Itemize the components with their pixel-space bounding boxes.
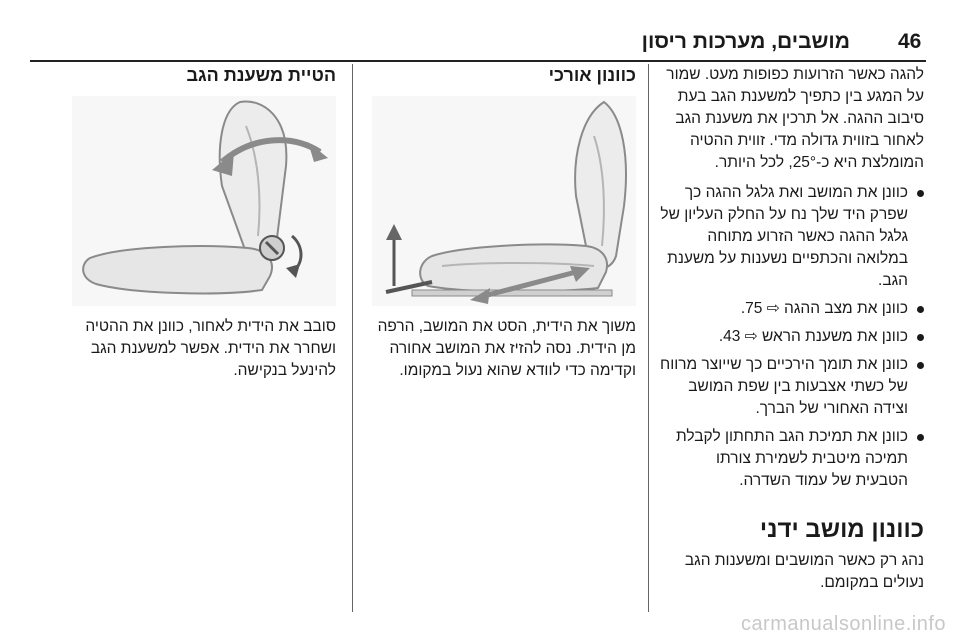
page-number: 46 xyxy=(898,30,922,53)
steering-ref-link[interactable]: כוונן את מצב ההגה ⇨ 75. xyxy=(740,300,908,317)
column-divider-right xyxy=(648,64,649,612)
recline-adjust-figure xyxy=(72,96,336,306)
list-item: כוונן את תמיכת הגב התחתון לקבלת תמיכה מיטבית לשמירת צורתו הטבעית של עמוד השדרה. xyxy=(660,426,924,492)
left-column xyxy=(72,64,336,382)
list-item xyxy=(660,326,924,348)
section-title: כוונון מושב ידני xyxy=(759,516,924,543)
headrest-ref-link[interactable]: כוונן את משענת הראש ⇨ 43. xyxy=(718,328,908,345)
seat-illustration xyxy=(72,96,336,306)
header-rule xyxy=(30,60,926,62)
seat-illustration xyxy=(372,96,636,306)
fore-aft-adjust-figure xyxy=(372,96,636,306)
bullet-icon xyxy=(917,434,924,441)
bullet-icon xyxy=(917,190,924,197)
recline-caption: סובב את הידית לאחור, כוונן את ההטיה ושחרר את הידית. אפשר למשענת הגב להינעל בנקישה. xyxy=(85,318,336,379)
bullet-icon xyxy=(917,334,924,341)
running-title: מושבים, מערכות ריסון xyxy=(641,30,850,53)
list-item: כוונן את תומך הירכיים כך שייוצר מרווח של כשתי אצבעות בין שפת המושב וצידה האחורי של הברך. xyxy=(660,354,924,420)
watermark-text: carmanualsonline.info xyxy=(740,613,946,635)
list-item xyxy=(660,298,924,320)
middle-column xyxy=(364,64,636,382)
adjustment-list xyxy=(660,182,924,492)
page-header xyxy=(0,0,960,64)
right-column xyxy=(660,64,924,594)
recline-heading: הטיית משענת הגב xyxy=(186,65,336,85)
fore-aft-caption: משוך את הידית, הסט את המושב, הרפה מן הידית. נסה להזיז את המושב אחורה וקדימה כדי לוודא שהוא נעול במקומו. xyxy=(377,318,636,379)
bullet-icon xyxy=(917,306,924,313)
section-paragraph: נהג רק כאשר המושבים ומשענות הגב נעולים במקומם. xyxy=(684,552,924,591)
fore-aft-heading: כוונון אורכי xyxy=(548,65,636,85)
column-divider-left xyxy=(352,64,353,612)
intro-paragraph: להגה כאשר הזרועות כפופות מעט. שמור על המגע בין כתפיך למשענת הגב בעת סיבוב ההגה. אל תרכין את משענת הגב לאחור בזווית גדולה מדי. זווית ההטיה המומלצת היא כ-25°, לכל היותר. xyxy=(666,66,924,171)
list-item: כוונן את המושב ואת גלגל ההגה כך שפרק היד שלך נח על החלק העליון של גלגל ההגה כאשר הזרוע מתוחה במלואה והכתפיים נשענות על משענת הגב. xyxy=(660,182,924,292)
bullet-icon xyxy=(917,362,924,369)
